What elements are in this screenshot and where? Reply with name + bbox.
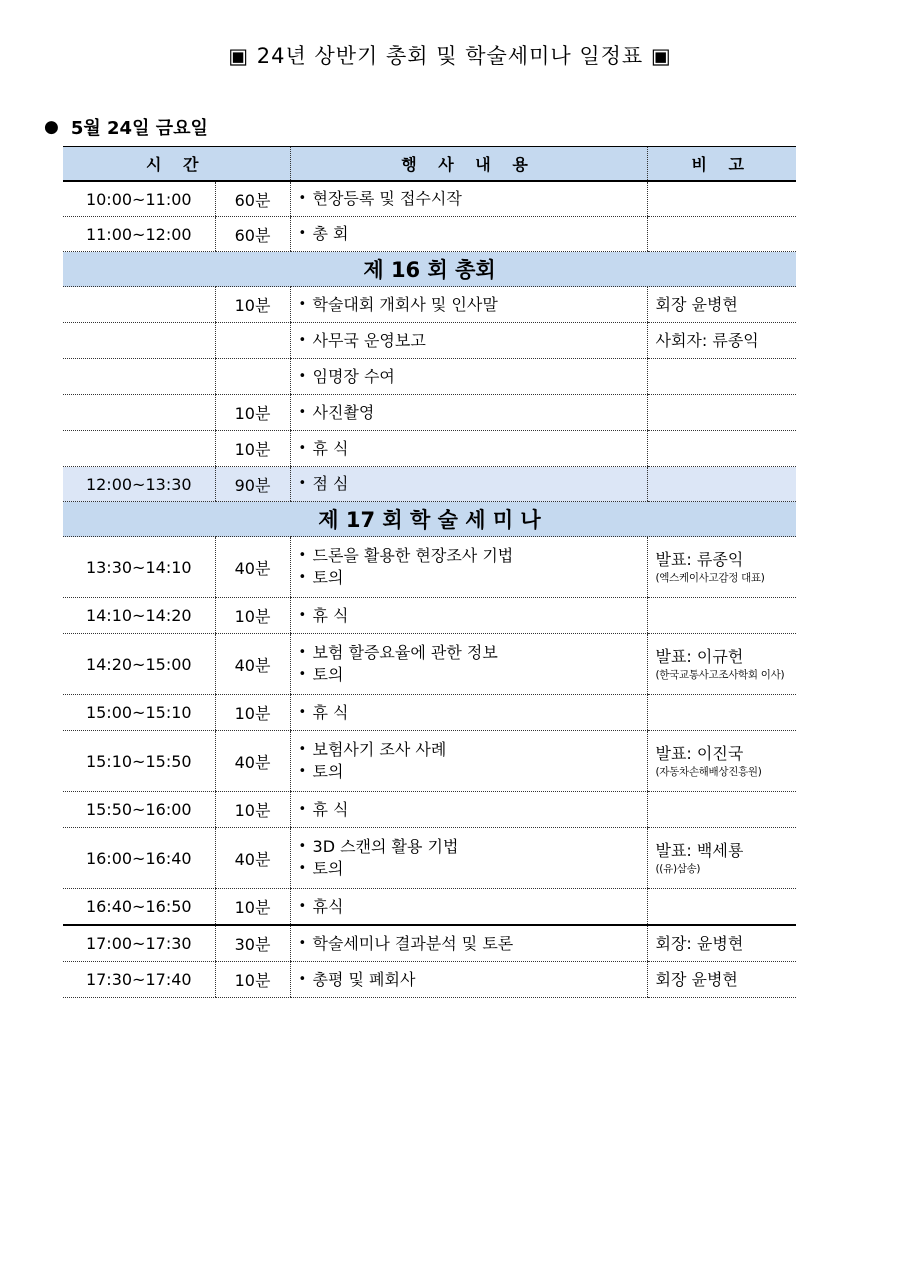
duration-cell: 10분 [215, 395, 290, 431]
content-text: 임명장 수여 [312, 366, 395, 386]
date-heading [44, 114, 208, 140]
duration-cell: 10분 [215, 695, 290, 731]
note-text: 발표: 이진국 [655, 744, 744, 763]
time-cell: 17:00~17:30 [63, 925, 215, 962]
content-text: 사진촬영 [312, 402, 375, 422]
time-cell [63, 395, 215, 431]
content-cell [290, 395, 647, 431]
note-cell [647, 217, 796, 252]
bullet-icon: • [298, 971, 307, 987]
note-cell [647, 431, 796, 467]
content-cell [290, 889, 647, 926]
content-cell [290, 323, 647, 359]
duration-cell: 60분 [215, 217, 290, 252]
time-cell: 12:00~13:30 [63, 467, 215, 502]
content-text: 3D 스캔의 활용 기법 [312, 837, 459, 856]
note-cell [647, 467, 796, 502]
note-cell [647, 395, 796, 431]
content-item [299, 294, 647, 316]
content-item [299, 223, 647, 245]
time-cell [63, 431, 215, 467]
schedule-row [63, 925, 796, 962]
bullet-icon: • [298, 667, 307, 682]
content-text: 총평 및 폐회사 [312, 969, 416, 989]
note-cell [647, 634, 796, 695]
content-text: 보험 할증요율에 관한 정보 [312, 643, 498, 662]
content-cell [290, 731, 647, 792]
note-text: 발표: 이규헌 [655, 647, 744, 666]
content-text: 토의 [312, 762, 344, 781]
bullet-icon: • [298, 191, 307, 206]
content-item [299, 858, 647, 880]
bullet-icon: • [298, 404, 307, 420]
schedule-table [63, 146, 796, 998]
time-cell [63, 323, 215, 359]
time-cell: 17:30~17:40 [63, 962, 215, 998]
header-note: 비 고 [647, 147, 796, 182]
time-cell [63, 287, 215, 323]
content-item [299, 402, 647, 424]
duration-cell [215, 359, 290, 395]
bullet-icon: • [298, 296, 307, 312]
schedule-row [63, 889, 796, 926]
note-text: 발표: 류종익 [655, 550, 744, 569]
schedule-row [63, 287, 796, 323]
schedule-row [63, 431, 796, 467]
content-item [299, 567, 647, 589]
time-cell: 14:10~14:20 [63, 598, 215, 634]
page-title: ▣ 24년 상반기 총회 및 학술세미나 일정표 ▣ [228, 44, 672, 68]
schedule-row [63, 962, 796, 998]
note-cell [647, 925, 796, 962]
header-time: 시 간 [63, 147, 290, 182]
content-item [299, 188, 647, 210]
content-cell [290, 359, 647, 395]
section-banner-row [63, 502, 796, 537]
bullet-icon: • [298, 332, 307, 348]
schedule-row [63, 537, 796, 598]
duration-cell: 10분 [215, 287, 290, 323]
note-cell [647, 359, 796, 395]
note-text: 회장: 윤병현 [655, 933, 744, 953]
circle-bullet-icon: ● [44, 117, 59, 137]
content-item [299, 933, 647, 955]
content-text: 총 회 [312, 224, 349, 243]
schedule-row [63, 359, 796, 395]
content-item [299, 605, 647, 627]
note-cell [647, 828, 796, 889]
duration-cell: 60분 [215, 181, 290, 217]
content-cell [290, 634, 647, 695]
note-cell [647, 889, 796, 926]
note-affiliation: (한국교통사고조사학회 이사) [655, 669, 785, 681]
content-item [299, 969, 647, 991]
content-cell [290, 792, 647, 828]
content-cell [290, 695, 647, 731]
note-affiliation: ((유)삼송) [655, 863, 701, 875]
content-item [299, 761, 647, 783]
schedule-row [63, 634, 796, 695]
content-item [299, 473, 647, 495]
time-cell: 10:00~11:00 [63, 181, 215, 217]
schedule-row [63, 395, 796, 431]
note-text: 회장 윤병현 [655, 294, 738, 314]
schedule-row [63, 181, 796, 217]
content-cell [290, 431, 647, 467]
section-banner: 제 17 회 학 술 세 미 나 [63, 502, 796, 537]
duration-cell: 40분 [215, 537, 290, 598]
note-cell [647, 598, 796, 634]
schedule-row [63, 598, 796, 634]
bullet-icon: • [298, 548, 307, 563]
content-cell [290, 598, 647, 634]
content-text: 현장등록 및 접수시작 [312, 189, 462, 208]
note-text: 사회자: 류종익 [655, 330, 759, 350]
content-item [299, 702, 647, 724]
bullet-icon: • [298, 645, 307, 660]
schedule-row [63, 695, 796, 731]
content-text: 사무국 운영보고 [312, 330, 426, 350]
content-text: 휴 식 [312, 799, 349, 819]
content-item [299, 836, 647, 858]
bullet-icon: • [298, 440, 307, 456]
note-cell [647, 792, 796, 828]
header-content: 행 사 내 용 [290, 147, 647, 182]
content-cell [290, 287, 647, 323]
content-item [299, 642, 647, 664]
duration-cell: 40분 [215, 828, 290, 889]
schedule-row [63, 217, 796, 252]
bullet-icon: • [298, 368, 307, 384]
content-item [299, 438, 647, 460]
content-text: 토의 [312, 665, 344, 684]
bullet-icon: • [298, 898, 307, 914]
schedule-row [63, 792, 796, 828]
bullet-icon: • [298, 764, 307, 779]
note-affiliation: (엑스케이사고감정 대표) [655, 572, 765, 584]
content-item [299, 799, 647, 821]
time-cell: 14:20~15:00 [63, 634, 215, 695]
bullet-icon: • [298, 570, 307, 585]
bullet-icon: • [298, 801, 307, 817]
content-item [299, 664, 647, 686]
note-affiliation: (자동차손해배상진흥원) [655, 766, 762, 778]
time-cell [63, 359, 215, 395]
content-text: 휴 식 [312, 438, 349, 458]
content-text: 토의 [312, 859, 344, 878]
content-text: 휴식 [312, 896, 344, 916]
content-cell [290, 467, 647, 502]
time-cell: 15:50~16:00 [63, 792, 215, 828]
bullet-icon: • [298, 861, 307, 876]
date-label: 5월 24일 금요일 [70, 118, 208, 139]
bullet-icon: • [298, 839, 307, 854]
content-text: 휴 식 [312, 605, 349, 625]
header-row [63, 147, 796, 182]
duration-cell: 40분 [215, 731, 290, 792]
schedule-body [63, 181, 796, 998]
note-cell [647, 287, 796, 323]
content-item [299, 739, 647, 761]
schedule-row [63, 323, 796, 359]
duration-cell: 10분 [215, 792, 290, 828]
duration-cell: 10분 [215, 598, 290, 634]
content-text: 학술대회 개회사 및 인사말 [312, 294, 498, 314]
content-text: 휴 식 [312, 702, 349, 722]
content-cell [290, 962, 647, 998]
content-text: 드론을 활용한 현장조사 기법 [312, 546, 514, 565]
time-cell: 16:40~16:50 [63, 889, 215, 926]
content-cell [290, 828, 647, 889]
duration-cell: 40분 [215, 634, 290, 695]
content-text: 학술세미나 결과분석 및 토론 [312, 933, 514, 953]
duration-cell [215, 323, 290, 359]
bullet-icon: • [298, 476, 307, 491]
note-text: 발표: 백세룡 [655, 841, 744, 860]
content-cell [290, 181, 647, 217]
bullet-icon: • [298, 742, 307, 757]
duration-cell: 30분 [215, 925, 290, 962]
bullet-icon: • [298, 226, 307, 241]
time-cell: 15:00~15:10 [63, 695, 215, 731]
note-cell [647, 181, 796, 217]
content-cell [290, 537, 647, 598]
duration-cell: 10분 [215, 962, 290, 998]
time-cell: 15:10~15:50 [63, 731, 215, 792]
note-cell [647, 323, 796, 359]
section-banner-row [63, 252, 796, 287]
duration-cell: 10분 [215, 889, 290, 926]
schedule-row [63, 828, 796, 889]
duration-cell: 10분 [215, 431, 290, 467]
content-text: 토의 [312, 568, 344, 587]
content-item [299, 896, 647, 918]
note-cell [647, 695, 796, 731]
content-cell [290, 925, 647, 962]
content-text: 점 심 [312, 474, 349, 493]
note-cell [647, 962, 796, 998]
content-item [299, 366, 647, 388]
bullet-icon: • [298, 607, 307, 623]
schedule-row [63, 467, 796, 502]
section-banner: 제 16 회 총회 [63, 252, 796, 287]
content-item [299, 545, 647, 567]
note-cell [647, 537, 796, 598]
bullet-icon: • [298, 935, 307, 951]
time-cell: 13:30~14:10 [63, 537, 215, 598]
content-text: 보험사기 조사 사례 [312, 740, 447, 759]
time-cell: 16:00~16:40 [63, 828, 215, 889]
note-text: 회장 윤병현 [655, 969, 738, 989]
content-item [299, 330, 647, 352]
schedule-row [63, 731, 796, 792]
time-cell: 11:00~12:00 [63, 217, 215, 252]
duration-cell: 90분 [215, 467, 290, 502]
content-cell [290, 217, 647, 252]
bullet-icon: • [298, 704, 307, 720]
note-cell [647, 731, 796, 792]
